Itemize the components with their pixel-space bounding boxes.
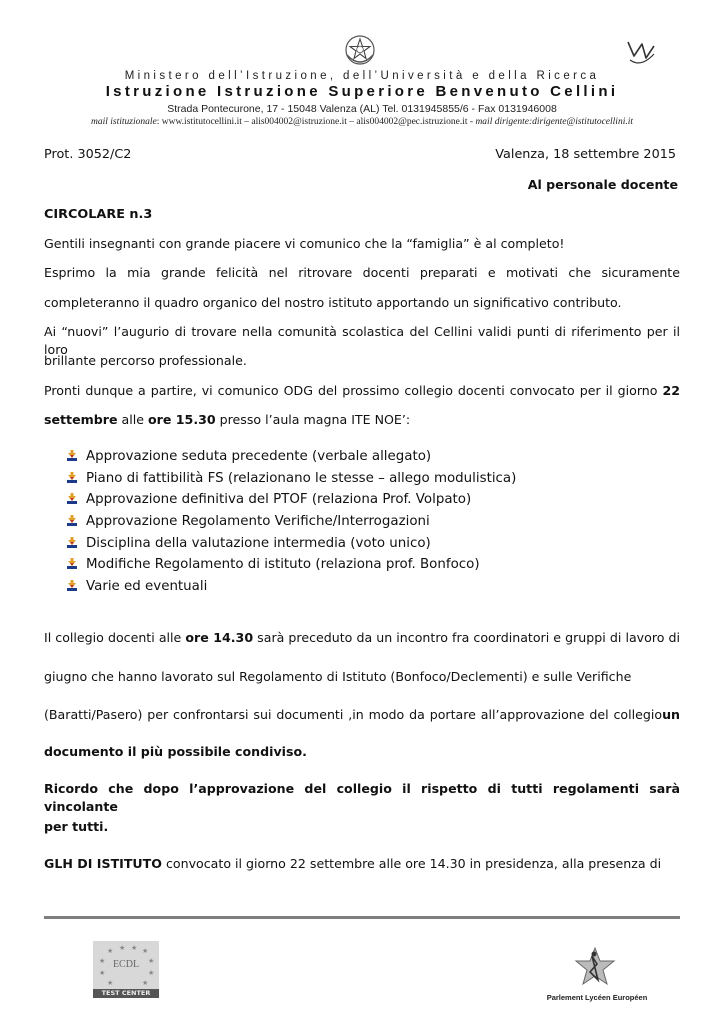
arrow-bullet-icon [66, 450, 78, 462]
body-l1-a: Il collegio docenti alle [44, 630, 186, 645]
p4-end: presso l’aula magna ITE NOE’: [215, 412, 411, 427]
agenda-item-text: Piano di fattibilità FS (relazionano le stesse – allego modulistica) [86, 470, 517, 486]
ecdl-test-center: TEST CENTER [93, 989, 159, 998]
paragraph-3-line-1: Ai “nuovi” l’augurio di trovare nella comunità scolastica del Cellini validi punti di riferimento per il loro [44, 324, 680, 357]
arrow-bullet-icon [66, 580, 78, 592]
body-line-1 [44, 629, 680, 647]
agenda-item [66, 468, 516, 490]
p4-month: settembre [44, 412, 118, 427]
agenda-item-text: Approvazione seduta precedente (verbale allegato) [86, 449, 432, 464]
protocol-number: Prot. 3052/C2 [44, 147, 132, 162]
mail-dirigente[interactable]: mail dirigente:dirigente@istitutocellini.it [475, 117, 633, 127]
p4-time: ore 15.30 [148, 412, 216, 427]
paragraph-1: Gentili insegnanti con grande piacere vi comunico che la “famiglia” è al completo! [44, 236, 565, 251]
footer-divider [44, 916, 680, 919]
body-l1-b: ore 14.30 [185, 630, 254, 645]
p4-text: Pronti dunque a partire, vi comunico ODG del prossimo collegio docenti convocato per il giorno [44, 383, 663, 398]
agenda-item-text: Varie ed eventuali [86, 579, 208, 595]
body-line-2: giugno che hanno lavorato sul Regolamento di Istituto (Bonfoco/Declementi) e sulle Verifiche [44, 669, 632, 684]
body-line-5: Ricordo che dopo l’approvazione del collegio il rispetto di tutti regolamenti sarà vincolante [44, 781, 680, 814]
ecdl-label: ECDL [112, 959, 140, 970]
body-line-7 [44, 855, 680, 873]
mail-label: mail istituzionale [90, 117, 157, 127]
agenda-list [66, 446, 516, 598]
body-line-6: per tutti. [44, 819, 109, 834]
paragraph-2-line-2: completeranno il quadro organico del nostro istituto apportando un significativo contributo. [44, 295, 622, 310]
svg-text:★: ★ [131, 944, 138, 952]
agenda-item [66, 554, 516, 576]
body-line-3 [44, 706, 680, 724]
svg-text:★: ★ [142, 979, 149, 987]
body-l7-a: GLH DI ISTITUTO [44, 856, 162, 871]
parlement-label: Parlement Lycéen Européen [546, 993, 648, 1002]
svg-text:★: ★ [119, 944, 126, 952]
agenda-item-text: Approvazione definitiva del PTOF (relaziona Prof. Volpato) [86, 492, 472, 508]
body-l3-b: un [662, 707, 680, 722]
mail-addresses[interactable]: : www.istitutocellini.it – alis004002@istruzione.it – alis004002@pec.istruzione.it - [156, 117, 476, 127]
paragraph-2-line-1: Esprimo la mia grande felicità nel ritrovare docenti preparati e motivati che sicuramente [44, 265, 680, 280]
school-name: Istruzione Istruzione Superiore Benvenuto Cellini [105, 83, 619, 100]
svg-text:★: ★ [107, 947, 114, 955]
agenda-item [66, 511, 516, 533]
svg-text:★: ★ [107, 979, 114, 987]
school-address: Strada Pontecurone, 17 - 15048 Valenza (AL) Tel. 0131945855/6 - Fax 0131946008 [167, 103, 557, 115]
letter-date: Valenza, 18 settembre 2015 [495, 147, 676, 162]
arrow-bullet-icon [66, 472, 78, 484]
p4-mid: alle [117, 412, 148, 427]
school-logo-icon [624, 38, 658, 68]
arrow-bullet-icon [66, 537, 78, 549]
svg-text:★: ★ [148, 969, 155, 977]
paragraph-4-line-1 [44, 382, 680, 400]
ecdl-logo [93, 941, 159, 998]
italian-republic-emblem-icon [343, 33, 377, 69]
recipient: Al personale docente [527, 177, 678, 192]
ministry-line: Ministero dell’Istruzione, dell’Università e della Ricerca [124, 70, 600, 82]
body-l1-c: sarà preceduto da un incontro fra coordinatori e gruppi di lavoro di [253, 630, 680, 645]
p4-day: 22 [662, 383, 680, 398]
parlement-star-logo-icon [570, 946, 620, 986]
agenda-item [66, 489, 516, 511]
paragraph-4-line-2 [44, 411, 680, 429]
agenda-item [66, 446, 516, 468]
svg-text:★: ★ [142, 947, 149, 955]
svg-text:★: ★ [148, 957, 155, 965]
svg-text:★: ★ [99, 957, 106, 965]
body-l7-b: convocato il giorno 22 settembre alle ore 14.30 in presidenza, alla presenza di [161, 856, 662, 871]
circular-title: CIRCOLARE n.3 [44, 207, 153, 222]
arrow-bullet-icon [66, 515, 78, 527]
body-l3-a: (Baratti/Pasero) per confrontarsi sui documenti ,in modo da portare all’approvazione del collegio [44, 707, 663, 722]
agenda-item-text: Approvazione Regolamento Verifiche/Interrogazioni [86, 514, 430, 530]
svg-text:★: ★ [99, 969, 106, 977]
paragraph-3-line-2: brillante percorso professionale. [44, 353, 247, 368]
agenda-item [66, 576, 516, 598]
body-line-4: documento il più possibile condiviso. [44, 744, 307, 759]
agenda-item-text: Disciplina della valutazione intermedia (voto unico) [86, 535, 431, 551]
agenda-item [66, 533, 516, 555]
agenda-item-text: Modifiche Regolamento di istituto (relaziona prof. Bonfoco) [86, 557, 480, 573]
arrow-bullet-icon [66, 493, 78, 505]
school-mail-line [0, 117, 724, 127]
arrow-bullet-icon [66, 558, 78, 570]
